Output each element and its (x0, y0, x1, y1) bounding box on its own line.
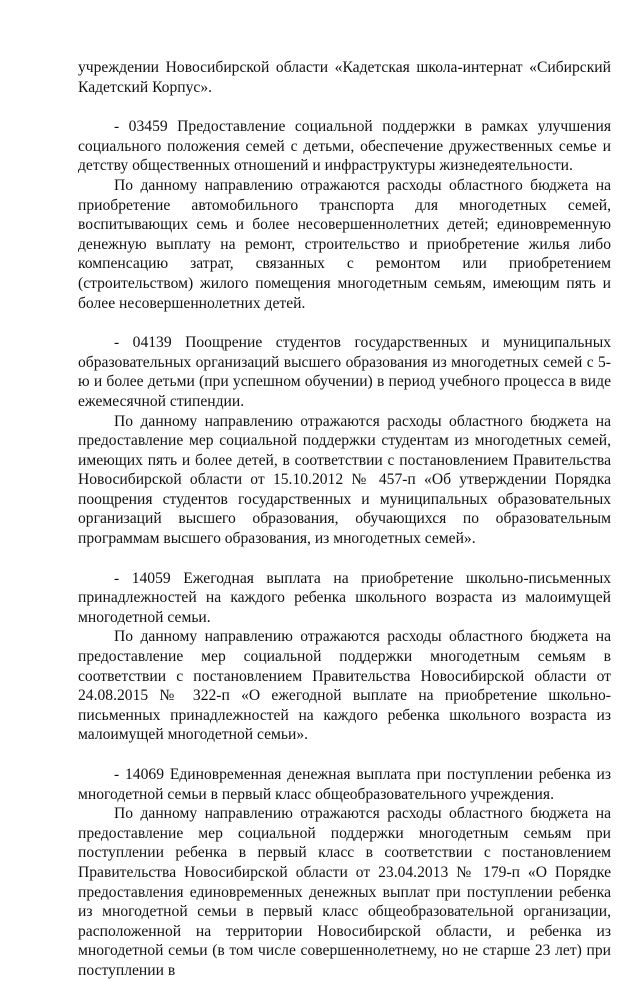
item-14069-heading: - 14069 Единовременная денежная выплата при поступлении ребенка из многодетной семьи в первый класс общеобразовательного учреждения. (78, 766, 611, 803)
paragraph-spacer (78, 313, 611, 333)
item-03459-description: По данному направлению отражаются расходы областного бюджета на приобретение автомобильного транспорта для многодетных семей, воспитывающих семь и более несовершеннолетних детей; единовременную денежную выплату на ремонт, строительство и приобретение жилья либо компенсацию затрат, связанных с ремонтом или приобретением (строительством) жилого помещения многодетным семьям, имеющим пять и более несовершеннолетних детей. (78, 176, 611, 312)
paragraph-continuation: учреждении Новосибирской области «Кадетская школа-интернат «Сибирский Кадетский Корпус». (78, 59, 611, 96)
paragraph-spacer (78, 745, 611, 765)
item-03459-heading: - 03459 Предоставление социальной поддержки в рамках улучшения социального положения семей с детьми, обеспечение дружественных семье и детству общественных отношений и инфраструктуры жизнедеятельности. (78, 118, 611, 175)
item-14059-heading: - 14059 Ежегодная выплата на приобретение школьно-письменных принадлежностей на каждого ребенка школьного возраста из малоимущей многодетной семьи. (78, 569, 611, 626)
item-14069-description: По данному направлению отражаются расходы областного бюджета на предоставление мер социальной поддержки многодетным семьям при поступлении ребенка в первый класс в соответствии с постановлением Правительства Новосибирской области от 23.04.2013 № 179-п «О Порядке предоставления единовременных денежных выплат при поступлении ребенка из многодетной семьи в первый класс общеобразовательной организации, расположенной на территории Новосибирской области, и ребенка из многодетной семьи (в том числе совершеннолетнему, но не старше 23 лет) при поступлении в (78, 805, 611, 979)
item-04139-heading: - 04139 Поощрение студентов государственных и муниципальных образовательных организаций высшего образования из многодетных семей с 5-ю и более детьми (при успешном обучении) в период учебного процесса в виде ежемесячной стипендии. (78, 334, 611, 410)
item-04139-description: По данному направлению отражаются расходы областного бюджета на предоставление мер социальной поддержки студентам из многодетных семей, имеющих пять и более детей, в соответствии с постановлением Правительства Новосибирской области от 15.10.2012 № 457-п «Об утверждении Порядка поощрения студентов государственных и муниципальных образовательных организаций высшего образования, обучающихся по образовательным программам высшего образования, из многодетных семей». (78, 412, 611, 548)
document-body (78, 58, 611, 981)
item-14059-description: По данному направлению отражаются расходы областного бюджета на предоставление мер социальной поддержки многодетным семьям в соответствии с постановлением Правительства Новосибирской области от 24.08.2015 № 322-п «О ежегодной выплате на приобретение школьно-письменных принадлежностей на каждого ребенка школьного возраста из малоимущей многодетной семьи». (78, 628, 611, 744)
paragraph-spacer (78, 97, 611, 117)
paragraph-spacer (78, 549, 611, 569)
